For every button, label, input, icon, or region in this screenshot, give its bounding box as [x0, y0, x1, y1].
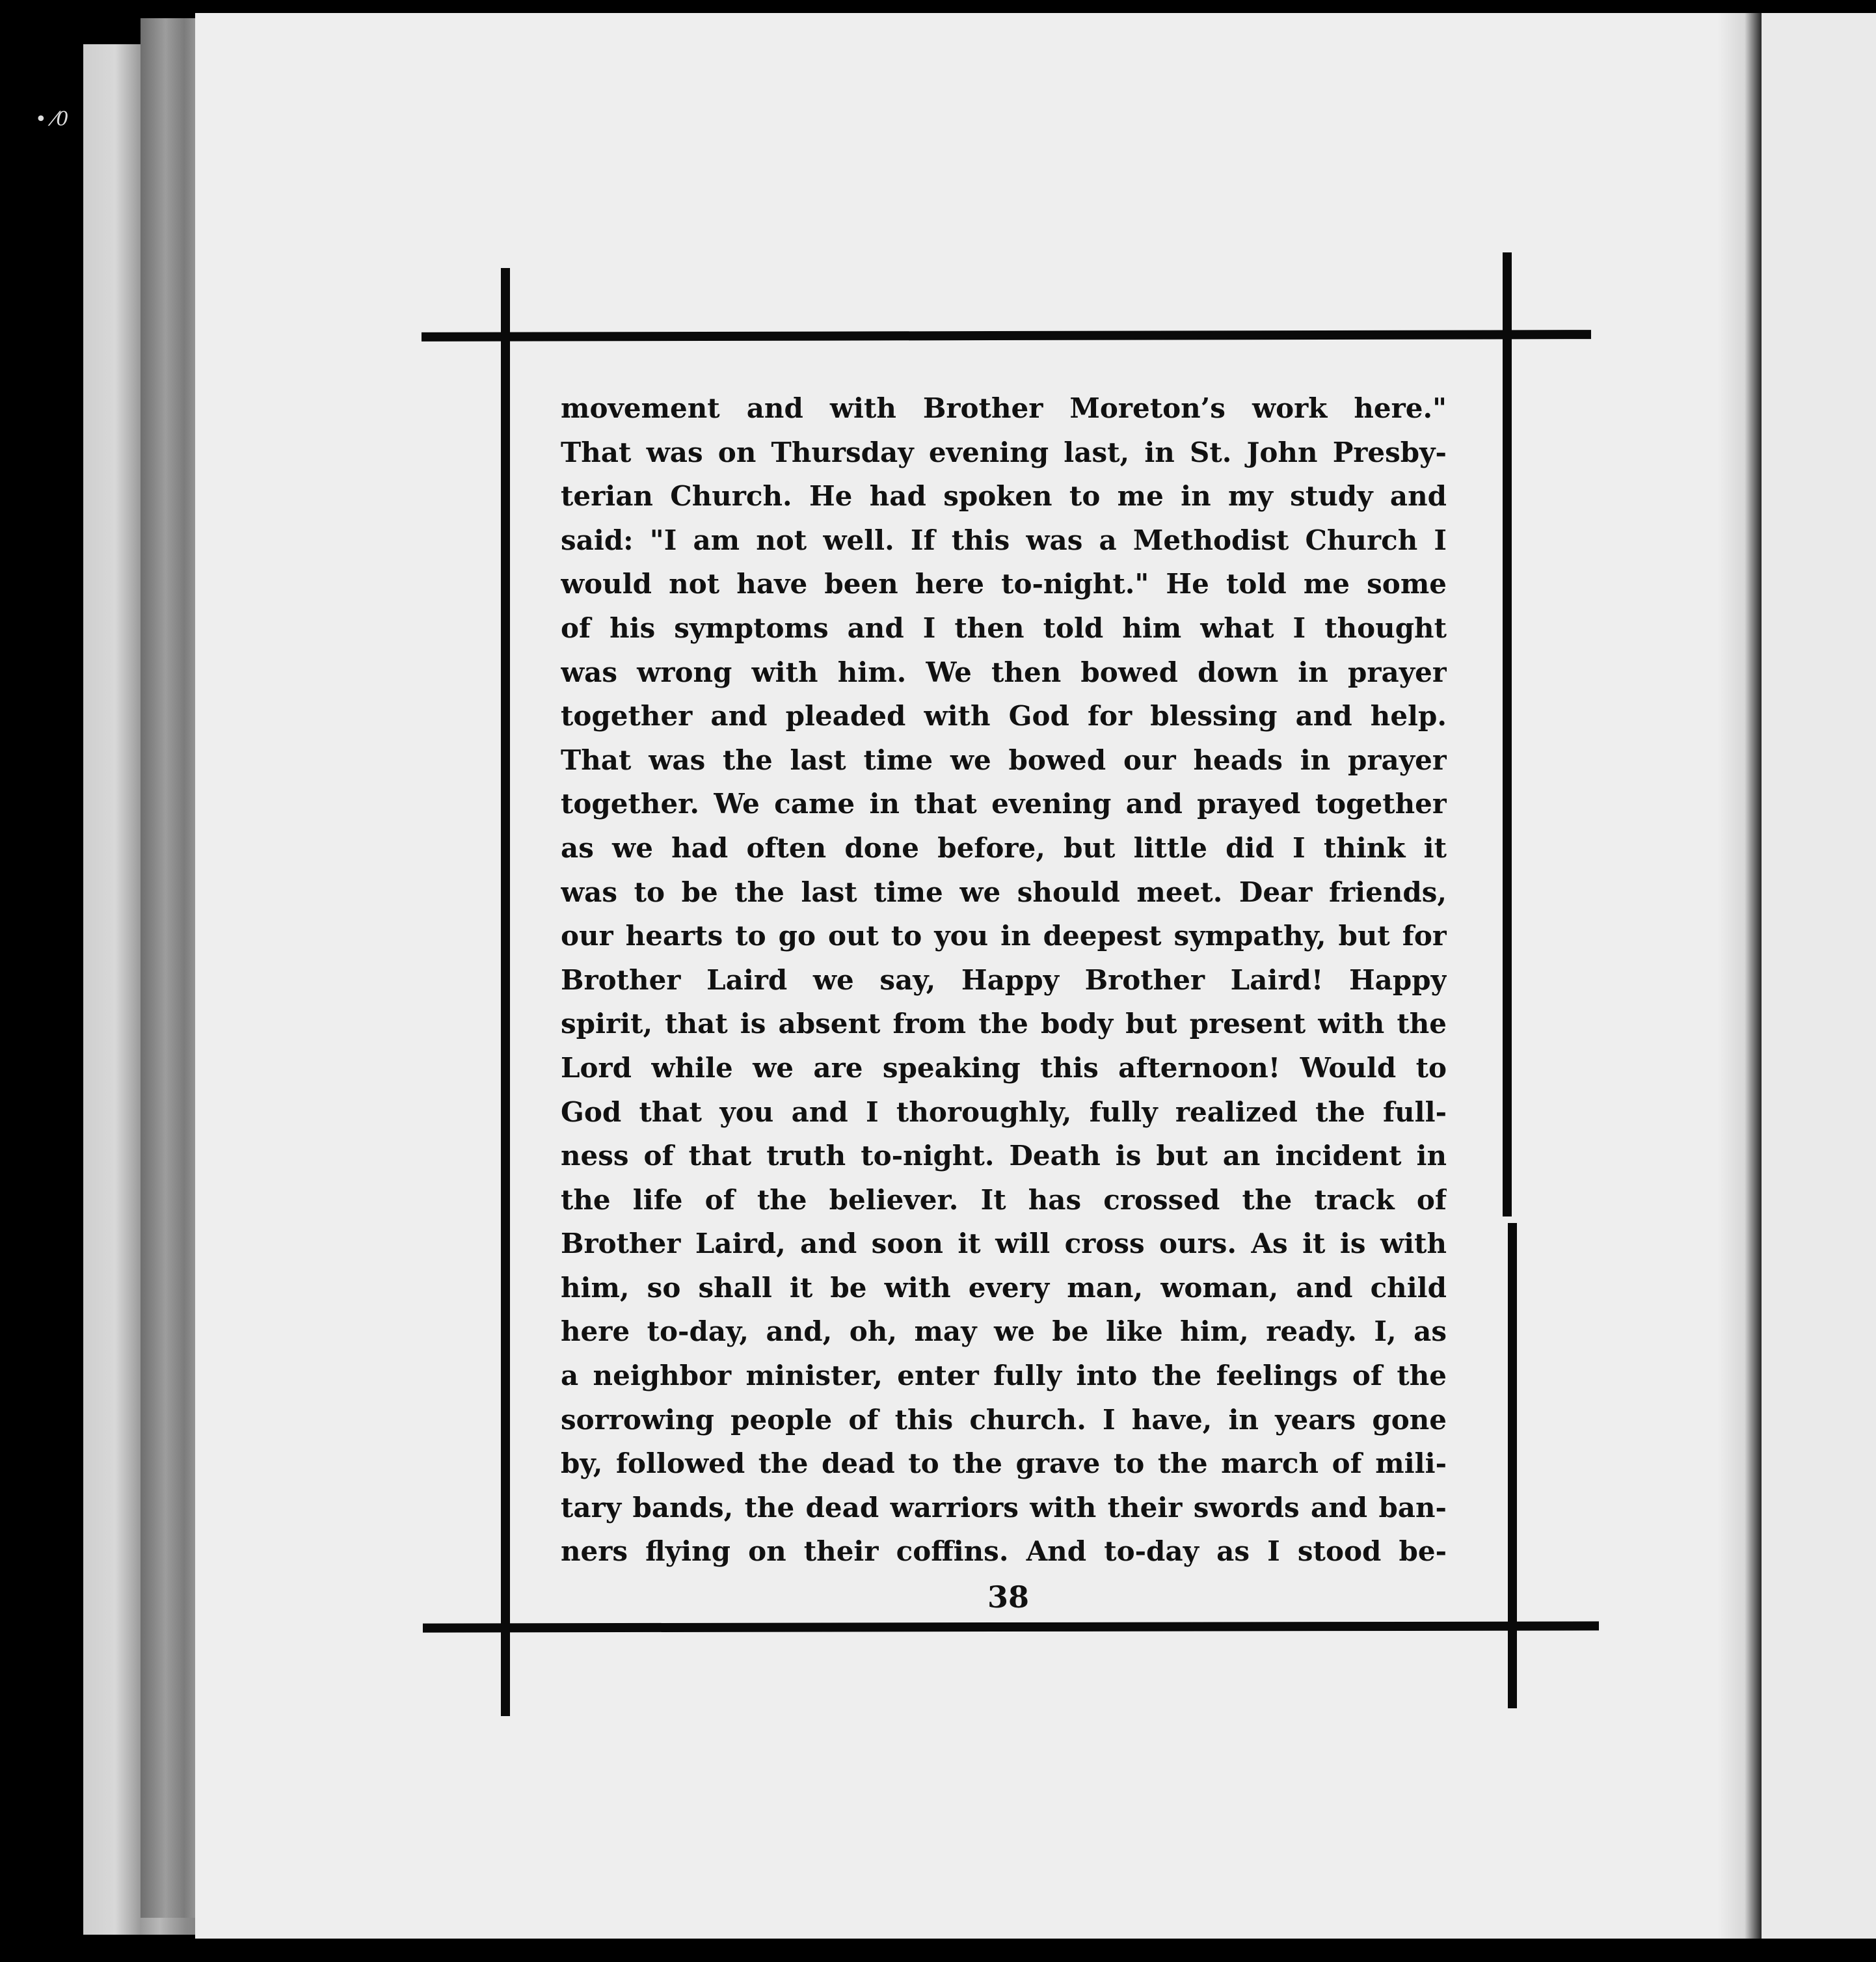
book-spine-edge — [141, 18, 203, 1918]
text-line: here to-day, and, oh, may we be like him, ready. I, as — [561, 1315, 1447, 1348]
text-line: of his symptoms and I then told him what I thought — [561, 611, 1447, 644]
text-line: him, so shall it be with every man, woman, and child — [561, 1271, 1447, 1304]
text-line: tary bands, the dead warriors with their swords and ban- — [561, 1491, 1447, 1524]
body-text — [561, 386, 1447, 1574]
text-line: was wrong with him. We then bowed down in prayer — [561, 656, 1447, 688]
text-line: spirit, that is absent from the body but present with the — [561, 1008, 1447, 1040]
text-line: ness of that truth to-night. Death is but an incident in — [561, 1140, 1447, 1172]
frame-rule-right-lower — [1508, 1223, 1517, 1708]
text-line: together and pleaded with God for blessing and help. — [561, 700, 1447, 732]
margin-mark: • ⁄0 — [35, 108, 69, 131]
text-line: That was on Thursday evening last, in St. John Presby- — [561, 436, 1447, 468]
text-line: That was the last time we bowed our heads in prayer — [561, 744, 1447, 776]
text-line: was to be the last time we should meet. Dear friends, — [561, 876, 1447, 908]
text-line: the life of the believer. It has crossed the track of — [561, 1183, 1447, 1216]
text-line: Brother Laird we say, Happy Brother Laird! Happy — [561, 963, 1447, 996]
text-line: by, followed the dead to the grave to the march of mili- — [561, 1447, 1447, 1480]
text-line: ners flying on their coffins. And to-day as I stood be- — [561, 1535, 1447, 1568]
text-line: Lord while we are speaking this afternoon! Would to — [561, 1051, 1447, 1084]
text-line: as we had often done before, but little did I think it — [561, 831, 1447, 864]
text-line: our hearts to go out to you in deepest sympathy, but for — [561, 920, 1447, 952]
text-line: God that you and I thoroughly, fully realized the full- — [561, 1095, 1447, 1128]
text-line: movement and with Brother Moreton’s work here." — [561, 392, 1447, 424]
gutter-shadow — [1717, 13, 1763, 1939]
facing-page-edge — [1762, 13, 1876, 1939]
text-line: Brother Laird, and soon it will cross ours. As it is with — [561, 1228, 1447, 1260]
text-line: would not have been here to-night." He told me some — [561, 568, 1447, 600]
text-line: together. We came in that evening and prayed together — [561, 788, 1447, 820]
frame-rule-right-upper — [1503, 252, 1512, 1216]
text-line: sorrowing people of this church. I have, in years gone — [561, 1403, 1447, 1436]
text-line: terian Church. He had spoken to me in my study and — [561, 480, 1447, 513]
frame-rule-left — [501, 268, 510, 1716]
text-line: said: "I am not well. If this was a Methodist Church I — [561, 524, 1447, 556]
text-line: a neighbor minister, enter fully into the feelings of the — [561, 1360, 1447, 1392]
page-number: 38 — [987, 1579, 1029, 1615]
